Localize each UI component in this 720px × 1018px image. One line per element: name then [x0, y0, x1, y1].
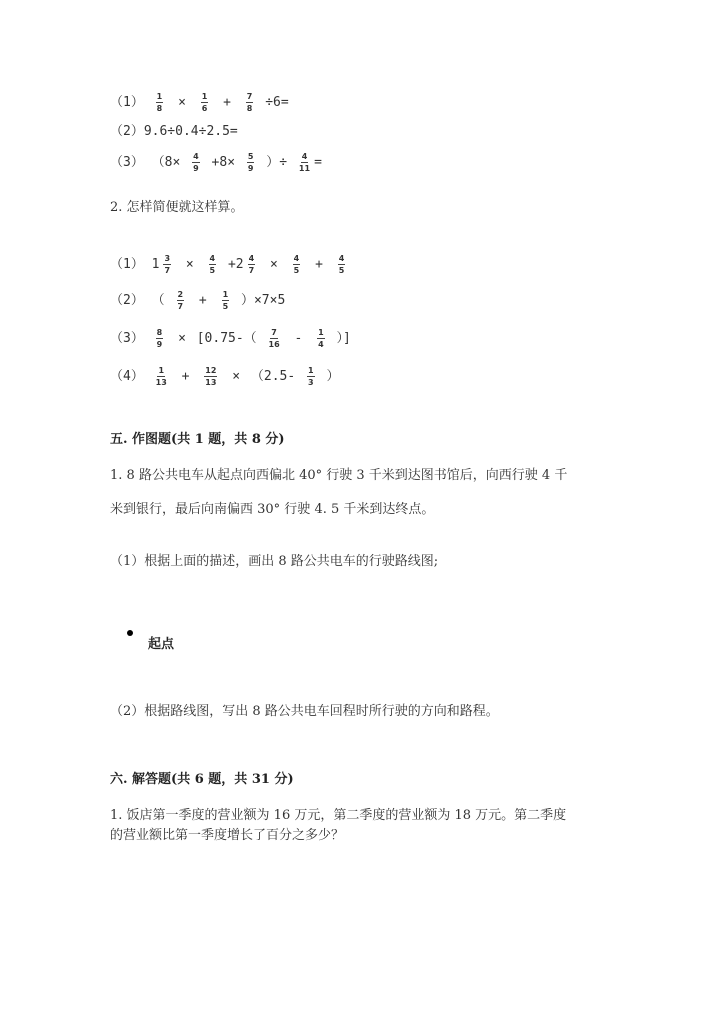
fraction: $\frac{2}{7}$	[177, 290, 184, 311]
expr-part: （8×	[151, 155, 181, 170]
sub-question-1: （1）根据上面的描述，画出 8 路公共电车的行驶路线图;	[110, 554, 439, 569]
whole-part: 1	[151, 257, 160, 272]
item-label: （3）	[110, 331, 144, 346]
item-label: （2）	[110, 124, 144, 139]
whole-part: +2	[227, 257, 244, 272]
plus-op: +	[181, 369, 190, 384]
expr-part: ）÷	[266, 155, 288, 170]
fraction: $\frac{4}{5}$	[209, 254, 216, 275]
expr-tail: ÷6=	[265, 95, 289, 110]
expression: 9.6÷0.4÷2.5=	[143, 124, 238, 139]
question-text: 1. 饭店第一季度的营业额为 16 万元，第二季度的营业额为 18 万元。第二季度	[110, 808, 567, 823]
fraction: $\frac{4}{7}$	[248, 254, 255, 275]
plus-op: +	[315, 257, 323, 272]
simplify-item-3	[110, 328, 351, 349]
times-op: ×	[185, 257, 194, 272]
fraction: $\frac{7}{8}$	[246, 92, 253, 113]
times-op: ×	[270, 257, 278, 272]
fraction: $\frac{8}{9}$	[156, 328, 163, 349]
fraction: $\frac{5}{9}$	[247, 152, 254, 173]
expr-part: ）]	[336, 331, 351, 346]
fraction: $\frac{7}{16}$	[268, 328, 280, 349]
calc-item-1	[110, 92, 289, 113]
item-label: （2）	[110, 293, 144, 308]
paren: （	[151, 293, 165, 308]
plus-op: +	[198, 293, 207, 308]
fraction: $\frac{1}{6}$	[201, 92, 208, 113]
calc-item-2	[110, 122, 238, 142]
start-point-label: 起点	[148, 637, 175, 652]
calc-item-3	[110, 152, 322, 173]
item-label: （3）	[110, 155, 144, 170]
question-title: 2. 怎样简便就这样算。	[110, 200, 244, 215]
simplify-item-2	[110, 290, 285, 311]
fraction: $\frac{4}{9}$	[193, 152, 199, 173]
equals: =	[314, 155, 322, 170]
minus-op: -	[294, 331, 303, 346]
item-label: （1）	[110, 95, 144, 110]
question-text: 米到银行，最后向南偏西 30° 行驶 4. 5 千米到达终点。	[110, 502, 435, 517]
fraction: $\frac{1}{8}$	[156, 92, 163, 113]
fraction: $\frac{12}{13}$	[205, 366, 217, 387]
expr-part: +8×	[211, 155, 236, 170]
expr-part: [0.75-（	[196, 331, 257, 346]
question-text: 的营业额比第一季度增长了百分之多少？	[110, 828, 345, 843]
start-point-dot	[127, 630, 133, 636]
times-op: ×	[178, 95, 186, 110]
section-heading-5: 五. 作图题(共 1 题，共 8 分)	[110, 432, 285, 447]
times-op: ×	[232, 369, 241, 384]
item-label: （4）	[110, 369, 144, 384]
simplify-item-1	[110, 254, 349, 275]
sub-question-2: （2）根据路线图，写出 8 路公共电车回程时所行驶的方向和路程。	[110, 704, 499, 719]
plus-op: +	[223, 95, 231, 110]
fraction: $\frac{4}{5}$	[338, 254, 345, 275]
fraction: $\frac{3}{7}$	[164, 254, 171, 275]
expr-part: （2.5-	[250, 369, 296, 384]
fraction: $\frac{1}{13}$	[155, 366, 167, 387]
expr-part: ）×7×5	[240, 293, 286, 308]
expr-part: ）	[326, 369, 340, 384]
simplify-item-4	[110, 366, 339, 387]
question-text: 1. 8 路公共电车从起点向西偏北 40° 行驶 3 千米到达图书馆后，向西行驶 4 千	[110, 468, 568, 483]
times-op: ×	[178, 331, 186, 346]
fraction: $\frac{1}{3}$	[308, 366, 314, 387]
fraction: $\frac{1}{5}$	[222, 290, 229, 311]
fraction: $\frac{4}{5}$	[293, 254, 300, 275]
fraction: $\frac{4}{11}$	[298, 152, 311, 173]
item-label: （1）	[110, 257, 144, 272]
fraction: $\frac{1}{4}$	[318, 328, 324, 349]
section-heading-6: 六. 解答题(共 6 题，共 31 分)	[110, 772, 294, 787]
